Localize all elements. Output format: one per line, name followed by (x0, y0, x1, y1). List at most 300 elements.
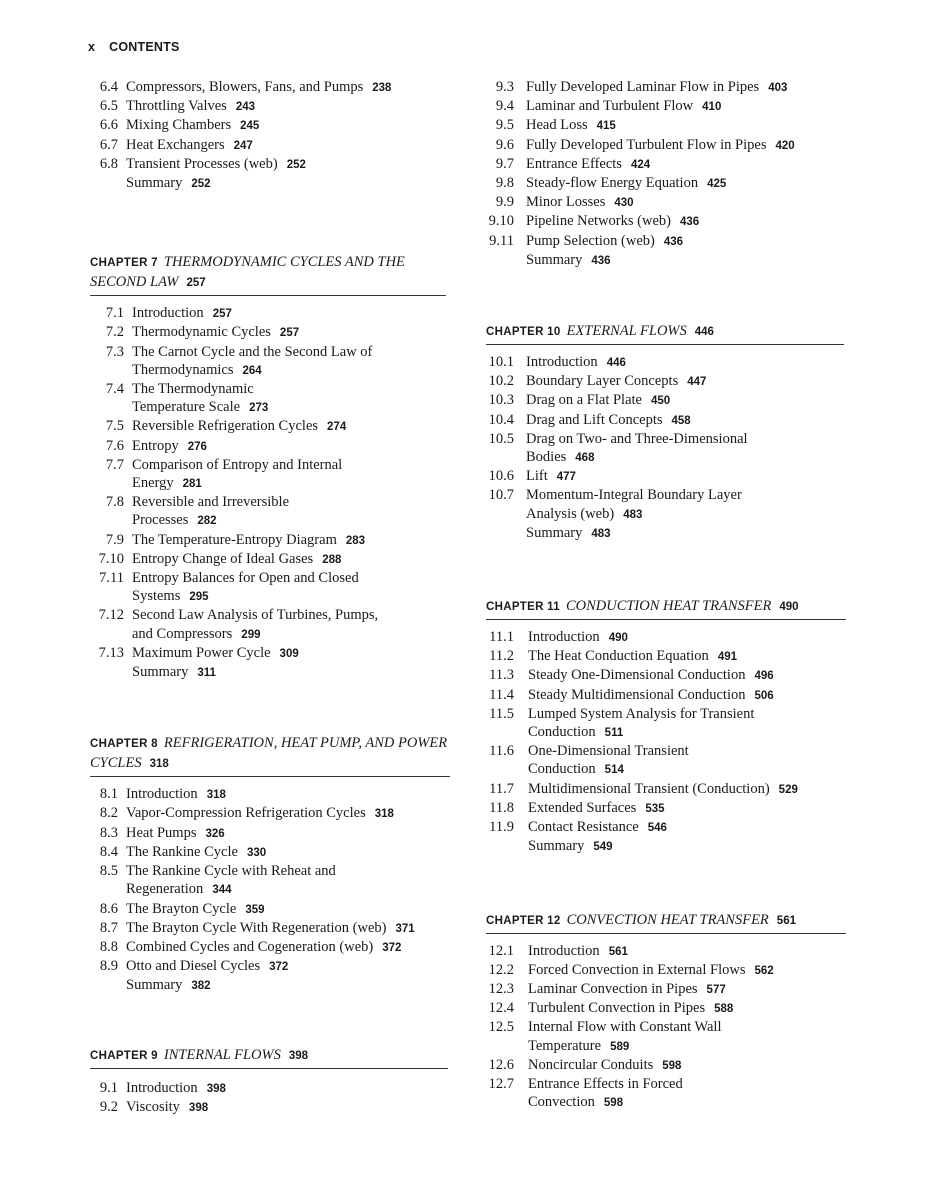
toc-summary[interactable] (486, 524, 786, 543)
section-number: 10.1 (488, 354, 514, 371)
toc-entry[interactable] (486, 430, 786, 467)
entry-text (90, 136, 452, 155)
toc-entry[interactable] (486, 411, 786, 430)
section-title: Summary (126, 175, 183, 192)
page-ref: 295 (189, 591, 209, 604)
section-number: 12.3 (488, 980, 514, 997)
toc-entry[interactable] (90, 919, 446, 938)
toc-entry[interactable] (486, 212, 848, 231)
label: CHAPTER 11 (486, 601, 560, 614)
entry-text (486, 961, 786, 980)
section-number: 8.5 (99, 863, 118, 880)
entry-text (486, 686, 786, 705)
section-number: 6.8 (99, 155, 118, 172)
section-number: 7.13 (98, 644, 124, 661)
section-number: 9.2 (99, 1098, 118, 1115)
toc-entry[interactable] (90, 843, 446, 862)
entry-text (96, 304, 396, 323)
entry-text (486, 780, 798, 799)
section-title: Noncircular Conduits (528, 1056, 654, 1073)
section-title: Summary (132, 664, 189, 681)
entry-text (486, 391, 786, 410)
section-title: Compressors, Blowers, Fans, and Pumps (126, 79, 364, 95)
section-title: Thermodynamic Cycles (132, 324, 271, 341)
page-ref: 274 (327, 421, 347, 434)
entry-text (486, 353, 786, 372)
section-number: 11.9 (489, 819, 514, 836)
section-number: 9.10 (488, 213, 514, 230)
toc-entry[interactable] (486, 628, 786, 647)
entry-text (90, 843, 446, 862)
toc-entry[interactable] (486, 942, 786, 961)
section-number: 11.8 (489, 799, 514, 816)
entry-text (90, 116, 452, 135)
entry-text (96, 380, 396, 417)
section-title: Introduction (132, 305, 204, 322)
section-number: 11.2 (489, 648, 514, 665)
entry-text (96, 456, 396, 493)
toc-entry[interactable] (486, 174, 848, 193)
section-title: Introduction (126, 1079, 198, 1096)
entry-text (486, 999, 786, 1018)
entry-text (486, 1018, 786, 1055)
section-title: Pump Selection (web) (526, 232, 655, 249)
entry-text (90, 900, 446, 919)
section-title: Momentum-Integral Boundary Layer Analysis (web) (526, 487, 742, 522)
section-title: The Carnot Cycle and the Second Law of Thermodynamics (132, 343, 373, 378)
label: CHAPTER 8 (90, 738, 158, 751)
entry-text (486, 193, 848, 212)
section-number: 8.1 (99, 786, 118, 803)
entry-text (486, 430, 786, 467)
page-ref: 247 (233, 139, 253, 152)
toc-entry[interactable] (486, 742, 786, 779)
section-title: Introduction (126, 786, 198, 803)
section-number: 8.3 (99, 824, 118, 841)
section-title: Multidimensional Transient (Conduction) (528, 780, 770, 797)
entry-text (96, 437, 396, 456)
toc-summary[interactable] (486, 251, 848, 270)
page-ref: 398 (206, 1082, 226, 1095)
page-ref: 243 (235, 101, 256, 114)
entry-text (96, 493, 396, 530)
section-title: Transient Processes (web) (126, 155, 278, 172)
entry-text (486, 136, 848, 155)
section-title: Reversible Refrigeration Cycles (132, 418, 319, 435)
label: CHAPTER 7 (90, 257, 158, 270)
entry-text (486, 705, 786, 742)
toc-summary[interactable] (90, 976, 446, 995)
section-title: Otto and Diesel Cycles (126, 958, 261, 975)
entry-text (96, 569, 396, 606)
toc-entry[interactable] (90, 938, 446, 957)
section-title: Second Law Analysis of Turbines, Pumps, and Compressors (132, 607, 379, 642)
page-ref: 589 (610, 1040, 630, 1053)
section-number: 12.2 (488, 961, 514, 978)
entry-text (96, 663, 396, 682)
entry-text (486, 174, 848, 193)
section-number: 8.2 (99, 805, 118, 822)
section-number: 10.7 (488, 487, 514, 504)
page-ref: 446 (606, 357, 626, 370)
toc-entry[interactable] (486, 193, 848, 212)
toc-entry[interactable] (90, 785, 446, 804)
toc-entry[interactable] (486, 467, 786, 486)
page-ref: 483 (591, 527, 611, 540)
toc-entry[interactable] (90, 1079, 446, 1098)
section-list-ch6 (90, 78, 452, 193)
page-ref: 252 (191, 178, 211, 191)
entry-text (486, 980, 786, 999)
section-number: 12.5 (488, 1019, 514, 1036)
entry-text (96, 417, 396, 436)
section-title: Reversible and Irreversible Processes (132, 494, 290, 529)
toc-entry[interactable] (90, 136, 452, 155)
page-ref: 257 (212, 308, 232, 321)
entry-text (96, 550, 396, 569)
section-title: Introduction (526, 354, 598, 371)
section-number: 8.6 (99, 900, 118, 917)
toc-entry[interactable] (486, 136, 848, 155)
page-ref: 458 (671, 414, 691, 427)
section-number: 7.4 (105, 381, 124, 398)
section-number: 6.6 (99, 117, 118, 134)
section-number: 7.10 (98, 550, 124, 567)
section-title: Turbulent Convection in Pipes (528, 1000, 706, 1017)
page-ref: 483 (623, 508, 643, 521)
toc-entry[interactable] (90, 824, 446, 843)
toc-entry[interactable] (96, 569, 396, 606)
entry-text (486, 411, 786, 430)
section-title: Heat Pumps (126, 824, 197, 841)
toc-entry[interactable] (486, 780, 798, 799)
entry-text (486, 837, 786, 856)
section-title: CONDUCTION HEAT TRANSFER (565, 598, 772, 615)
section-number: 8.8 (99, 938, 118, 955)
section-title: Maximum Power Cycle (132, 644, 271, 661)
section-title: Fully Developed Laminar Flow in Pipes (526, 79, 760, 95)
chapter-heading-7[interactable] (90, 253, 446, 296)
section-title: Entropy Change of Ideal Gases (132, 550, 314, 567)
entry-text (90, 938, 446, 957)
section-number: 7.1 (105, 305, 124, 322)
page-ref: 318 (374, 808, 394, 821)
running-head-title: CONTENTS (109, 40, 180, 54)
page-ref: 403 (768, 82, 788, 94)
entry-text (486, 666, 786, 685)
toc-summary[interactable] (96, 663, 396, 682)
toc-entry[interactable] (90, 116, 452, 135)
section-title: Laminar Convection in Pipes (528, 980, 698, 997)
toc-entry[interactable] (90, 957, 446, 976)
toc-entry[interactable] (90, 862, 446, 899)
page-ref: 318 (206, 789, 226, 802)
page-ref: 299 (241, 628, 261, 641)
section-title: Lift (526, 468, 548, 485)
section-number: 9.8 (495, 175, 514, 192)
page-ref: 549 (593, 841, 613, 854)
section-title: One-Dimensional Transient Conduction (528, 743, 689, 778)
section-number: 9.4 (495, 98, 514, 115)
page-ref: 264 (242, 364, 262, 377)
section-number: 12.1 (488, 942, 514, 959)
page-ref: 424 (630, 158, 651, 171)
toc-entry[interactable] (486, 1075, 786, 1112)
page-ref: 309 (279, 647, 299, 660)
section-title: Drag and Lift Concepts (526, 411, 663, 428)
section-number: 6.4 (99, 79, 118, 95)
section-number: 8.7 (99, 919, 118, 936)
entry-text (486, 628, 786, 647)
page-ref: 257 (186, 277, 206, 290)
toc-entry[interactable] (486, 686, 786, 705)
section-number: 10.6 (488, 468, 514, 485)
entry-text (96, 343, 396, 380)
chapter-heading-8[interactable] (90, 734, 450, 777)
entry-text (90, 804, 446, 823)
section-title: The Brayton Cycle (126, 900, 237, 917)
toc-entry[interactable] (90, 804, 446, 823)
section-number: 10.5 (488, 430, 514, 447)
page-ref: 514 (604, 764, 624, 777)
section-list-ch7 (96, 304, 396, 682)
page-ref: 252 (286, 158, 306, 171)
section-list-ch10 (486, 353, 786, 543)
section-title: Mixing Chambers (126, 117, 232, 134)
section-title: Boundary Layer Concepts (526, 373, 679, 390)
section-title: Drag on Two- and Three-Dimensional Bodies (526, 430, 748, 466)
section-title: Introduction (528, 942, 600, 959)
toc-entry[interactable] (486, 78, 848, 97)
toc-entry[interactable] (96, 644, 396, 663)
section-number: 11.1 (489, 629, 514, 646)
section-title: Summary (126, 977, 183, 994)
left-column (90, 78, 452, 1117)
entry-text (90, 1079, 446, 1098)
section-list-ch9-cont (486, 78, 848, 270)
label: CHAPTER 10 (486, 326, 561, 339)
toc-entry[interactable] (486, 666, 786, 685)
toc-entry[interactable] (90, 1098, 446, 1117)
page-ref: 529 (778, 783, 798, 796)
page-ref: 450 (650, 395, 671, 408)
section-title: The Rankine Cycle with Reheat and Regeneration (126, 863, 336, 898)
section-title: Contact Resistance (528, 819, 639, 836)
section-number: 9.11 (489, 232, 514, 249)
toc-entry[interactable] (96, 437, 396, 456)
page-ref: 372 (382, 941, 402, 954)
entry-text (96, 323, 396, 342)
page-ref: 311 (197, 667, 216, 680)
section-number: 6.7 (99, 136, 118, 153)
section-title: Lumped System Analysis for Transient Conduction (528, 705, 755, 741)
page-ref: 326 (205, 827, 225, 840)
entry-text (486, 1075, 786, 1112)
page-ref: 577 (706, 983, 726, 996)
section-number: 7.8 (105, 494, 124, 511)
entry-text (486, 467, 786, 486)
page-ref: 511 (604, 727, 624, 740)
toc-entry[interactable] (96, 493, 396, 530)
running-head (88, 40, 180, 54)
section-title: Entropy Balances for Open and Closed Systems (132, 570, 359, 605)
page-ref: 245 (240, 120, 260, 133)
section-list-ch12 (486, 942, 786, 1113)
toc-summary[interactable] (90, 174, 452, 193)
page-ref: 588 (714, 1003, 734, 1016)
chapter-heading-10[interactable] (486, 322, 844, 345)
chapter-heading-12[interactable] (486, 911, 846, 934)
toc-entry[interactable] (486, 647, 786, 666)
section-number: 8.9 (99, 958, 118, 975)
entry-text (486, 97, 848, 116)
section-title: Entrance Effects (526, 155, 622, 172)
toc-entry[interactable] (96, 550, 396, 569)
toc-entry[interactable] (486, 1056, 786, 1075)
chapter-heading-9[interactable] (90, 1046, 448, 1069)
toc-entry[interactable] (486, 116, 848, 135)
toc-entry[interactable] (486, 97, 848, 116)
toc-entry[interactable] (96, 380, 396, 417)
toc-entry[interactable] (486, 353, 786, 372)
chapter-heading-11[interactable] (486, 597, 846, 620)
page-ref: 257 (279, 327, 300, 340)
section-title: INTERNAL FLOWS (163, 1046, 281, 1063)
section-title: Internal Flow with Constant Wall Temperature (528, 1019, 722, 1054)
toc-entry[interactable] (96, 531, 396, 550)
page-ref: 446 (694, 326, 714, 339)
section-number: 7.12 (98, 607, 124, 624)
entry-text (90, 1098, 446, 1117)
page-ref: 490 (608, 632, 628, 645)
page-ref: 561 (776, 914, 796, 927)
page-ref: 410 (702, 101, 722, 114)
entry-text (90, 174, 452, 193)
toc-entry[interactable] (96, 456, 396, 493)
toc-entry[interactable] (90, 97, 452, 116)
toc-entry[interactable] (486, 1018, 786, 1055)
section-number: 11.4 (489, 686, 514, 703)
toc-entry[interactable] (96, 343, 396, 380)
section-title: Comparison of Entropy and Internal Energy (132, 456, 343, 492)
page-ref: 420 (775, 139, 795, 152)
section-title: THERMODYNAMIC CYCLES AND THE SECOND LAW (90, 254, 405, 291)
section-title: Summary (528, 838, 585, 855)
toc-entry[interactable] (486, 372, 786, 391)
entry-text (486, 1056, 786, 1075)
page-ref: 398 (288, 1049, 309, 1062)
toc-entry[interactable] (90, 900, 446, 919)
entry-text (96, 644, 396, 663)
toc-entry[interactable] (96, 606, 396, 643)
section-title: The Heat Conduction Equation (528, 648, 709, 665)
section-title: Pipeline Networks (web) (526, 213, 671, 230)
entry-text (486, 942, 786, 961)
toc-entry[interactable] (486, 486, 786, 523)
toc-entry[interactable] (486, 799, 786, 818)
section-title: Introduction (528, 629, 600, 646)
section-title: REFRIGERATION, HEAT PUMP, AND POWER CYCLES (90, 735, 448, 772)
section-title: Throttling Valves (126, 98, 227, 115)
toc-entry[interactable] (486, 999, 786, 1018)
section-number: 7.7 (105, 456, 124, 473)
page-ref: 415 (596, 120, 616, 133)
page-ref: 506 (754, 689, 774, 702)
section-title: Entropy (132, 437, 179, 454)
section-number: 11.6 (489, 743, 514, 760)
page-ref: 425 (707, 178, 727, 191)
page-ref: 318 (149, 758, 169, 771)
section-title: Head Loss (526, 117, 588, 134)
entry-text (486, 212, 848, 231)
toc-entry[interactable] (486, 961, 786, 980)
toc-entry[interactable] (486, 980, 786, 999)
toc-entry[interactable] (486, 818, 786, 837)
toc-entry[interactable] (96, 417, 396, 436)
page-ref: 371 (395, 922, 415, 935)
page-ref: 477 (556, 471, 576, 484)
toc-summary[interactable] (486, 837, 786, 856)
entry-text (96, 531, 396, 550)
page-ref: 436 (679, 216, 700, 229)
entry-text (90, 957, 446, 976)
section-title: Minor Losses (526, 194, 606, 211)
section-number: 7.3 (105, 343, 124, 360)
section-number: 9.6 (495, 136, 514, 153)
page-ref: 238 (372, 82, 392, 94)
section-number: 8.4 (99, 843, 118, 860)
section-number: 7.6 (105, 437, 124, 454)
section-number: 9.1 (99, 1079, 118, 1096)
entry-text (486, 78, 848, 97)
section-number: 9.9 (495, 194, 514, 211)
section-number: 7.5 (105, 418, 124, 435)
page-ref: 372 (269, 961, 289, 974)
section-title: Entrance Effects in Forced Convection (528, 1075, 683, 1111)
toc-entry[interactable] (90, 78, 452, 97)
entry-text (90, 919, 446, 938)
section-title: Combined Cycles and Cogeneration (web) (126, 938, 374, 955)
page-ref: 546 (647, 822, 667, 835)
section-number: 9.7 (495, 155, 514, 172)
page-ref: 273 (249, 402, 269, 415)
toc-entry[interactable] (486, 232, 848, 251)
page-ref: 535 (645, 802, 665, 815)
toc-entry[interactable] (96, 304, 396, 323)
section-number: 10.4 (488, 411, 514, 428)
toc-entry[interactable] (486, 155, 848, 174)
section-number: 9.5 (495, 117, 514, 134)
toc-entry[interactable] (486, 391, 786, 410)
section-title: Fully Developed Turbulent Flow in Pipes (526, 136, 767, 153)
page-ref: 276 (187, 440, 207, 453)
page-ref: 398 (188, 1101, 209, 1114)
section-number: 11.3 (489, 667, 514, 684)
toc-entry[interactable] (486, 705, 786, 742)
section-list-ch8 (90, 785, 446, 995)
section-title: Heat Exchangers (126, 136, 225, 153)
section-number: 9.3 (495, 79, 514, 95)
page-ref: 330 (246, 846, 267, 859)
page-ref: 430 (614, 197, 634, 210)
page-ref: 283 (345, 534, 366, 547)
section-number: 12.4 (488, 1000, 514, 1017)
toc-entry[interactable] (90, 155, 452, 174)
entry-text (486, 818, 786, 837)
section-number: 12.6 (488, 1056, 514, 1073)
toc-entry[interactable] (96, 323, 396, 342)
section-number: 10.2 (488, 373, 514, 390)
